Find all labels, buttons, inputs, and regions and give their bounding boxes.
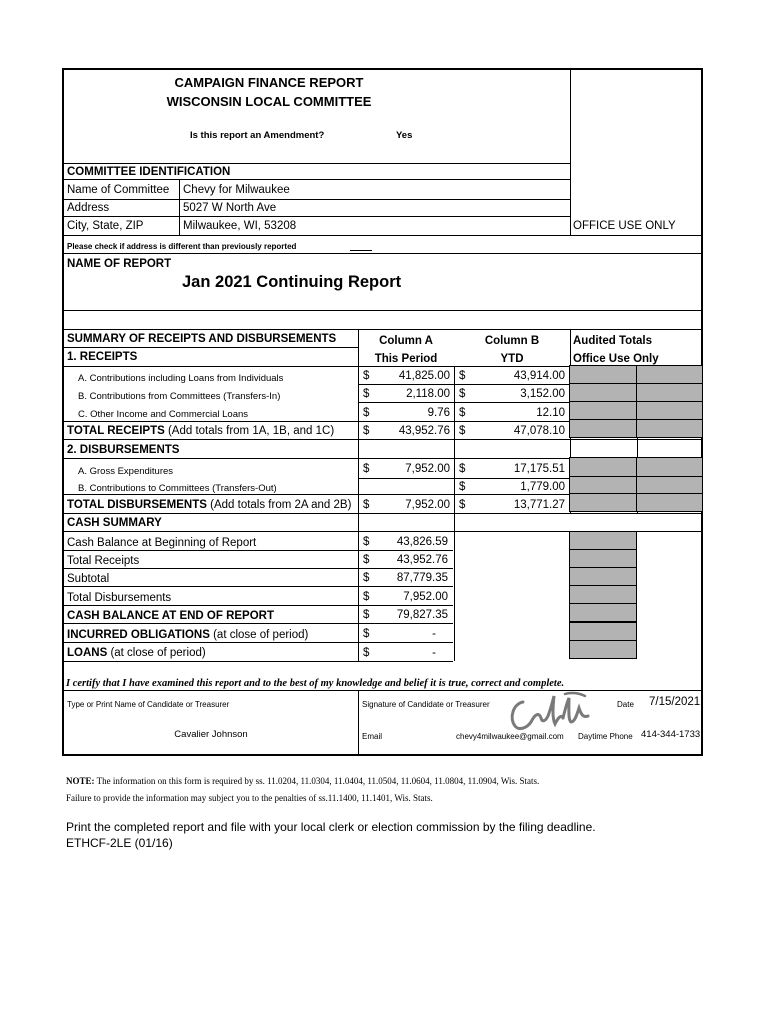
- obligations-value: -: [432, 628, 436, 640]
- rule-certify-bottom: [64, 690, 703, 691]
- audited-cell-cash-5: [569, 603, 637, 622]
- receipt-b-col-b: 3,152.00: [520, 388, 565, 400]
- disb-a-col-b: 17,175.51: [513, 463, 565, 475]
- obligations-rest: (at close of period): [209, 629, 309, 641]
- receipt-a-b-currency: $: [459, 370, 466, 382]
- rule-committee-title: [64, 179, 570, 180]
- loans-rest: (at close of period): [107, 647, 206, 659]
- note-line1: The information on this form is required by ss. 11.0204, 11.0304, 11.0404, 11.0504, 11.0604, 11.0804, 11.0904, Wis. Stats.: [94, 776, 540, 786]
- rule-c6: [64, 642, 453, 643]
- audited-cell-disb-b-2: [636, 476, 703, 494]
- audited-cell-disb-a-1: [569, 457, 637, 477]
- disb-b-label: B. Contributions to Committees (Transfers-Out): [78, 483, 277, 494]
- audited-cell-disb-a-2: [636, 457, 703, 477]
- email-value: chevy4milwaukee@gmail.com: [456, 732, 564, 741]
- receipt-c-col-a: 9.76: [427, 407, 450, 419]
- report-title-line1: CAMPAIGN FINANCE REPORT: [174, 75, 364, 90]
- audited-cell-cash-3: [569, 567, 637, 586]
- audited-cell-disb-b-1: [569, 476, 637, 494]
- footer-note-line2: Failure to provide the information may subject you to the penalties of ss.11.1400, 11.1401, Wis. Stats.: [66, 793, 433, 803]
- total-disb-a-currency: $: [363, 499, 370, 511]
- cash-subtotal-value: 87,779.35: [396, 572, 448, 584]
- total-disb-b-currency: $: [459, 499, 466, 511]
- cash-beginning-label: Cash Balance at Beginning of Report: [67, 537, 257, 549]
- certify-statement: I certify that I have examined this report and to the best of my knowledge and belief it is true, correct and complete.: [66, 678, 565, 689]
- address-check-note: Please check if address is different than previously reported: [67, 242, 297, 251]
- cash-total-disb-currency: $: [363, 591, 370, 603]
- disb-b-col-b: 1,779.00: [520, 481, 565, 493]
- cash-end-currency: $: [363, 609, 370, 621]
- cash-end-value: 79,827.35: [396, 609, 448, 621]
- receipt-a-col-b: 43,914.00: [513, 370, 565, 382]
- cash-total-disb-label: Total Disbursements: [67, 592, 172, 604]
- rule-total-disb: [64, 513, 703, 514]
- rule-cash-bottom: [64, 661, 453, 662]
- total-disb-col-a: 7,952.00: [405, 499, 450, 511]
- name-label: Type or Print Name of Candidate or Treasurer: [67, 700, 230, 709]
- rule-col-a-left: [358, 329, 359, 661]
- rule-office-left: [570, 70, 571, 235]
- rule-col-b-left: [454, 366, 455, 661]
- col-b-header-2: YTD: [500, 353, 524, 365]
- col-b-header-1: Column B: [484, 335, 540, 347]
- total-receipts-bold: TOTAL RECEIPTS: [67, 425, 165, 437]
- audited-cell-receipt-b-1: [569, 383, 637, 402]
- form-id: ETHCF-2LE (01/16): [66, 836, 173, 850]
- audited-cell-cash-4: [569, 585, 637, 604]
- obligations-currency: $: [363, 628, 370, 640]
- rule-c2: [64, 568, 453, 569]
- committee-section-title: COMMITTEE IDENTIFICATION: [67, 166, 231, 178]
- receipt-a-col-a: 41,825.00: [398, 370, 450, 382]
- disb-a-a-currency: $: [363, 463, 370, 475]
- audited-header-2: Office Use Only: [573, 353, 659, 365]
- total-receipts-label: [67, 424, 334, 438]
- rule-summary-top: [64, 329, 703, 330]
- audited-cell-total-receipts-1: [569, 419, 637, 438]
- loans-bold: LOANS: [67, 647, 108, 659]
- total-receipts-rest: (Add totals from 1A, 1B, and 1C): [164, 425, 335, 437]
- receipt-b-a-currency: $: [363, 388, 370, 400]
- committee-city-value: Milwaukee, WI, 53208: [183, 220, 297, 232]
- rule-c3: [64, 586, 453, 587]
- amendment-answer: Yes: [396, 130, 413, 141]
- rule-summary-mid: [64, 347, 358, 348]
- loans-label: [67, 646, 206, 660]
- loans-value: -: [432, 647, 436, 659]
- disbursements-title: 2. DISBURSEMENTS: [67, 444, 180, 456]
- rule-c4: [64, 605, 453, 606]
- disb-a-col-a: 7,952.00: [405, 463, 450, 475]
- rule-report-bottom: [64, 310, 703, 311]
- footer-note-line1: [66, 774, 539, 788]
- total-receipts-b-currency: $: [459, 425, 466, 437]
- committee-address-label: Address: [67, 202, 110, 214]
- rule-ident-bottom: [64, 235, 703, 236]
- audited-header-1: Audited Totals: [573, 335, 653, 347]
- total-disb-rest: (Add totals from 2A and 2B): [206, 499, 352, 511]
- disb-b-b-currency: $: [459, 481, 466, 493]
- audited-cell-receipt-b-2: [636, 383, 703, 402]
- receipt-b-label: B. Contributions from Committees (Transfers-In): [78, 391, 281, 402]
- rule-c1: [64, 550, 453, 551]
- obligations-bold: INCURRED OBLIGATIONS: [67, 629, 210, 641]
- cash-total-receipts-currency: $: [363, 554, 370, 566]
- rule-total-receipts: [64, 439, 703, 440]
- date-value: 7/15/2021: [649, 696, 701, 708]
- email-label: Email: [362, 732, 383, 741]
- cash-summary-title: CASH SUMMARY: [67, 517, 162, 529]
- rule-name: [64, 199, 570, 200]
- cash-total-disb-value: 7,952.00: [403, 591, 448, 603]
- cash-end-label: CASH BALANCE AT END OF REPORT: [67, 610, 274, 622]
- col-a-header-2: This Period: [374, 353, 438, 365]
- receipt-a-a-currency: $: [363, 370, 370, 382]
- amendment-question: Is this report an Amendment?: [190, 130, 325, 141]
- rule-c5: [64, 623, 453, 624]
- note-bold: NOTE:: [66, 776, 95, 786]
- cash-beginning-value: 43,826.59: [396, 536, 448, 548]
- audited-cell-cash-6: [569, 622, 637, 641]
- receipt-a-label: A. Contributions including Loans from Individuals: [78, 373, 284, 384]
- cash-total-receipts-value: 43,952.76: [396, 554, 448, 566]
- receipt-c-label: C. Other Income and Commercial Loans: [78, 409, 249, 420]
- obligations-label: [67, 628, 308, 642]
- audited-cell-cash-2: [569, 549, 637, 568]
- report-section-title: NAME OF REPORT: [67, 258, 172, 270]
- receipt-c-col-b: 12.10: [536, 407, 565, 419]
- total-receipts-col-a: 43,952.76: [398, 425, 450, 437]
- receipt-b-b-currency: $: [459, 388, 466, 400]
- audited-cell-cash-1: [569, 531, 637, 550]
- rule-address: [64, 216, 570, 217]
- phone-label: Daytime Phone: [578, 732, 633, 741]
- signature-image: [505, 688, 593, 736]
- signature-label: Signature of Candidate or Treasurer: [362, 700, 490, 709]
- audited-cell-receipt-a-2: [636, 365, 703, 384]
- audited-cell-total-disb-1: [569, 493, 637, 512]
- cash-subtotal-currency: $: [363, 572, 370, 584]
- rule-label-col: [179, 179, 180, 235]
- phone-value: 414-344-1733: [641, 729, 701, 740]
- disb-a-b-currency: $: [459, 463, 466, 475]
- audited-cell-receipt-a-1: [569, 365, 637, 384]
- date-label: Date: [617, 700, 634, 709]
- total-receipts-a-currency: $: [363, 425, 370, 437]
- cash-total-receipts-label: Total Receipts: [67, 555, 140, 567]
- committee-city-label: City, State, ZIP: [67, 220, 144, 232]
- total-disb-col-b: 13,771.27: [513, 499, 565, 511]
- name-value: Cavalier Johnson: [174, 729, 248, 740]
- disb-a-label: A. Gross Expenditures: [78, 466, 174, 477]
- audited-cell-receipt-c-1: [569, 401, 637, 420]
- rule-header-bottom: [64, 163, 570, 164]
- loans-currency: $: [363, 647, 370, 659]
- total-disb-label: [67, 498, 351, 512]
- audited-cell-cash-7: [569, 640, 637, 659]
- rule-signature-left: [358, 690, 359, 756]
- committee-name-label: Name of Committee: [67, 184, 170, 196]
- audited-cell-total-disb-2: [636, 493, 703, 512]
- report-title-line2: WISCONSIN LOCAL COMMITTEE: [166, 94, 372, 109]
- report-name: Jan 2021 Continuing Report: [182, 273, 402, 291]
- receipt-c-a-currency: $: [363, 407, 370, 419]
- cash-subtotal-label: Subtotal: [67, 573, 110, 585]
- total-receipts-col-b: 47,078.10: [513, 425, 565, 437]
- office-use-only: OFFICE USE ONLY: [573, 220, 676, 232]
- summary-title: SUMMARY OF RECEIPTS AND DISBURSEMENTS: [67, 333, 337, 345]
- committee-address-value: 5027 W North Ave: [183, 202, 277, 214]
- cash-beginning-currency: $: [363, 536, 370, 548]
- total-disb-bold: TOTAL DISBURSEMENTS: [67, 499, 207, 511]
- audited-cell-total-receipts-2: [636, 419, 703, 438]
- col-a-header-1: Column A: [379, 335, 433, 347]
- audited-cell-receipt-c-2: [636, 401, 703, 420]
- address-check-line[interactable]: [350, 250, 372, 251]
- receipts-title: 1. RECEIPTS: [67, 351, 138, 363]
- committee-name-value: Chevy for Milwaukee: [183, 184, 290, 196]
- filing-instruction: Print the completed report and file with your local clerk or election commission by the filing deadline.: [66, 820, 596, 834]
- receipt-c-b-currency: $: [459, 407, 466, 419]
- receipt-b-col-a: 2,118.00: [406, 388, 450, 400]
